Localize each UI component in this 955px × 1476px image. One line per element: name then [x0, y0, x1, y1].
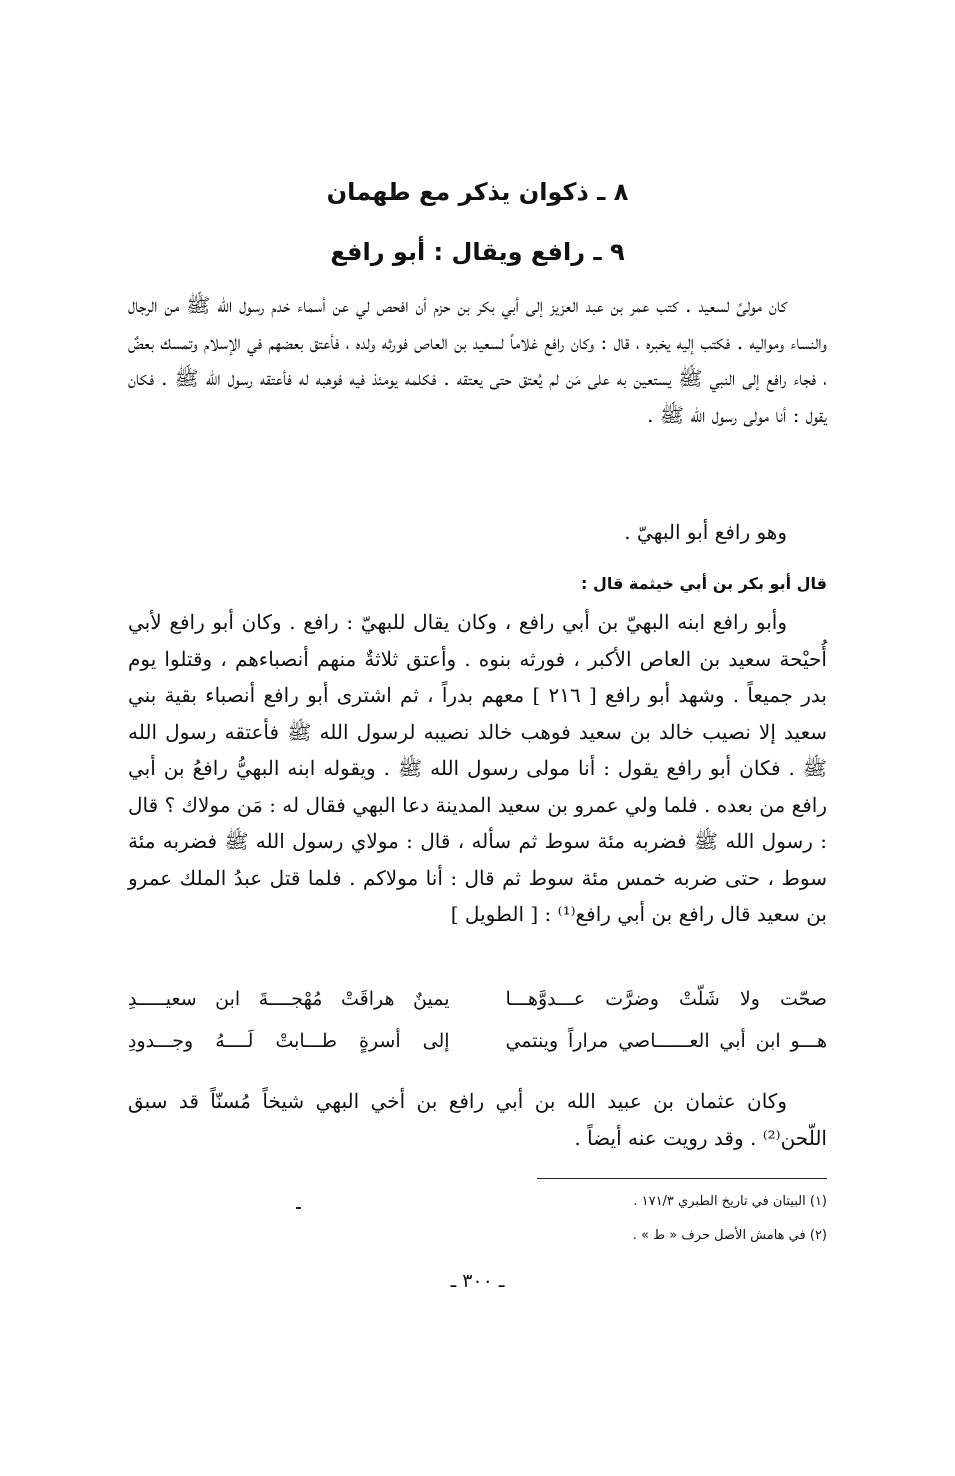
section-heading-9: ٩ ـ رافع ويقال : أبو رافع — [330, 238, 625, 266]
paragraph-attribution: قال أبو بكر بن أبي خيثمة قال : — [580, 574, 827, 593]
section-heading-8: ٨ ـ ذكوان يذكر مع طهمان — [326, 178, 629, 206]
verse-line-1-first-hemistich: صحّت ولا شَلّتْ وضرَّت عـــدوَّهـــا — [505, 988, 827, 1010]
footnote-1: (١) البيتان في تاريخ الطبري ١٧١/٣ . — [633, 1194, 827, 1209]
paragraph-narration: وأبو رافع ابنه البهيّ بن أبي رافع ، وكان يقال للبهيّ : رافع . وكان أبو رافع لأبي أُحيْحة سعيد بن العاص الأكبر ، فورثه بنوه . وأعتق ثلاثةٌ منهم أنصباءهم ، وقتلوا يوم بدر جميعاً . وشهد أبو رافع [ ٢١٦ ] معهم بدراً ، ثم اشترى أبو رافع أنصباء بقية بني سعيد إلا نصيب خالد بن سعيد فوهب خالد نصيبه لرسول الله ﷺ فأعتقه رسول الله ﷺ . فكان أبو رافع يقول : أنا مولى رسول الله ﷺ . ويقوله ابنه البهيُّ رافعُ بن أبي رافع من بعده . فلما ولي عمرو بن سعيد المدينة دعا البهي فقال له : مَن مولاك ؟ قال : رسول الله ﷺ فضربه مئة سوط ثم سأله ، قال : مولاي رسول الله ﷺ فضربه مئة سوط ، حتى ضربه خمس مئة سوط ثم قال : أنا مولاكم . فلما قتل عبدُ الملك عمرو بن سعيد قال رافع بن أبي رافع⁽¹⁾ : [ الطويل ] — [128, 610, 828, 926]
verse-line-2-second-hemistich: إلى أسرةٍ طـــابتْ لَــــهُ وجـــدودِ — [128, 1030, 450, 1052]
paragraph-uthman: وكان عثمان بن عبيد الله بن أبي رافع بن أخي البهي شيخاً مُسنّاً قد سبق اللّحن⁽²⁾ . وقد رويت عنه أيضاً . — [128, 1089, 827, 1150]
stray-mark — [296, 1207, 301, 1209]
verse-line-2 — [128, 1030, 827, 1052]
page-number: ـ ٣٠٠ ـ — [450, 1270, 505, 1292]
paragraph-intro: كان مولىً لسعيد . كتب عمر بن عبد العزيز إلى أبي بكر بن حزم أن افحص لي عن أسماء خدم رسول الله ﷺ من الرجال والنساء ومواليه . فكتب إليه يخبره ، قال : وكان رافع غلاماً لسعيد بن العاص فورثه ولده ، فأعتق بعضهم في الإسلام وتمسك بعضٌ ، فجاء رافع إلى النبي ﷺ يستعين به على مَن لم يُعتق حتى يعتقه . فكلمه يومئذ فيه فوهبه له فأعتقه رسول الله ﷺ . فكان يقول : أنا مولى رسول الله ﷺ . — [128, 293, 827, 427]
paragraph-abu-bahi: وهو رافع أبو البهيّ . — [624, 520, 787, 544]
footnote-divider — [537, 1178, 827, 1179]
footnote-2: (٢) في هامش الأصل حرف « ط » . — [632, 1228, 827, 1243]
verse-line-1-second-hemistich: يمينٌ هراقَتْ مُهْجــــةَ ابن سعيـــــدِ — [128, 988, 450, 1010]
verse-line-2-first-hemistich: هـــو ابن أبي العــــــاصي مراراً وينتمي — [505, 1030, 827, 1052]
verse-line-1 — [128, 988, 827, 1010]
